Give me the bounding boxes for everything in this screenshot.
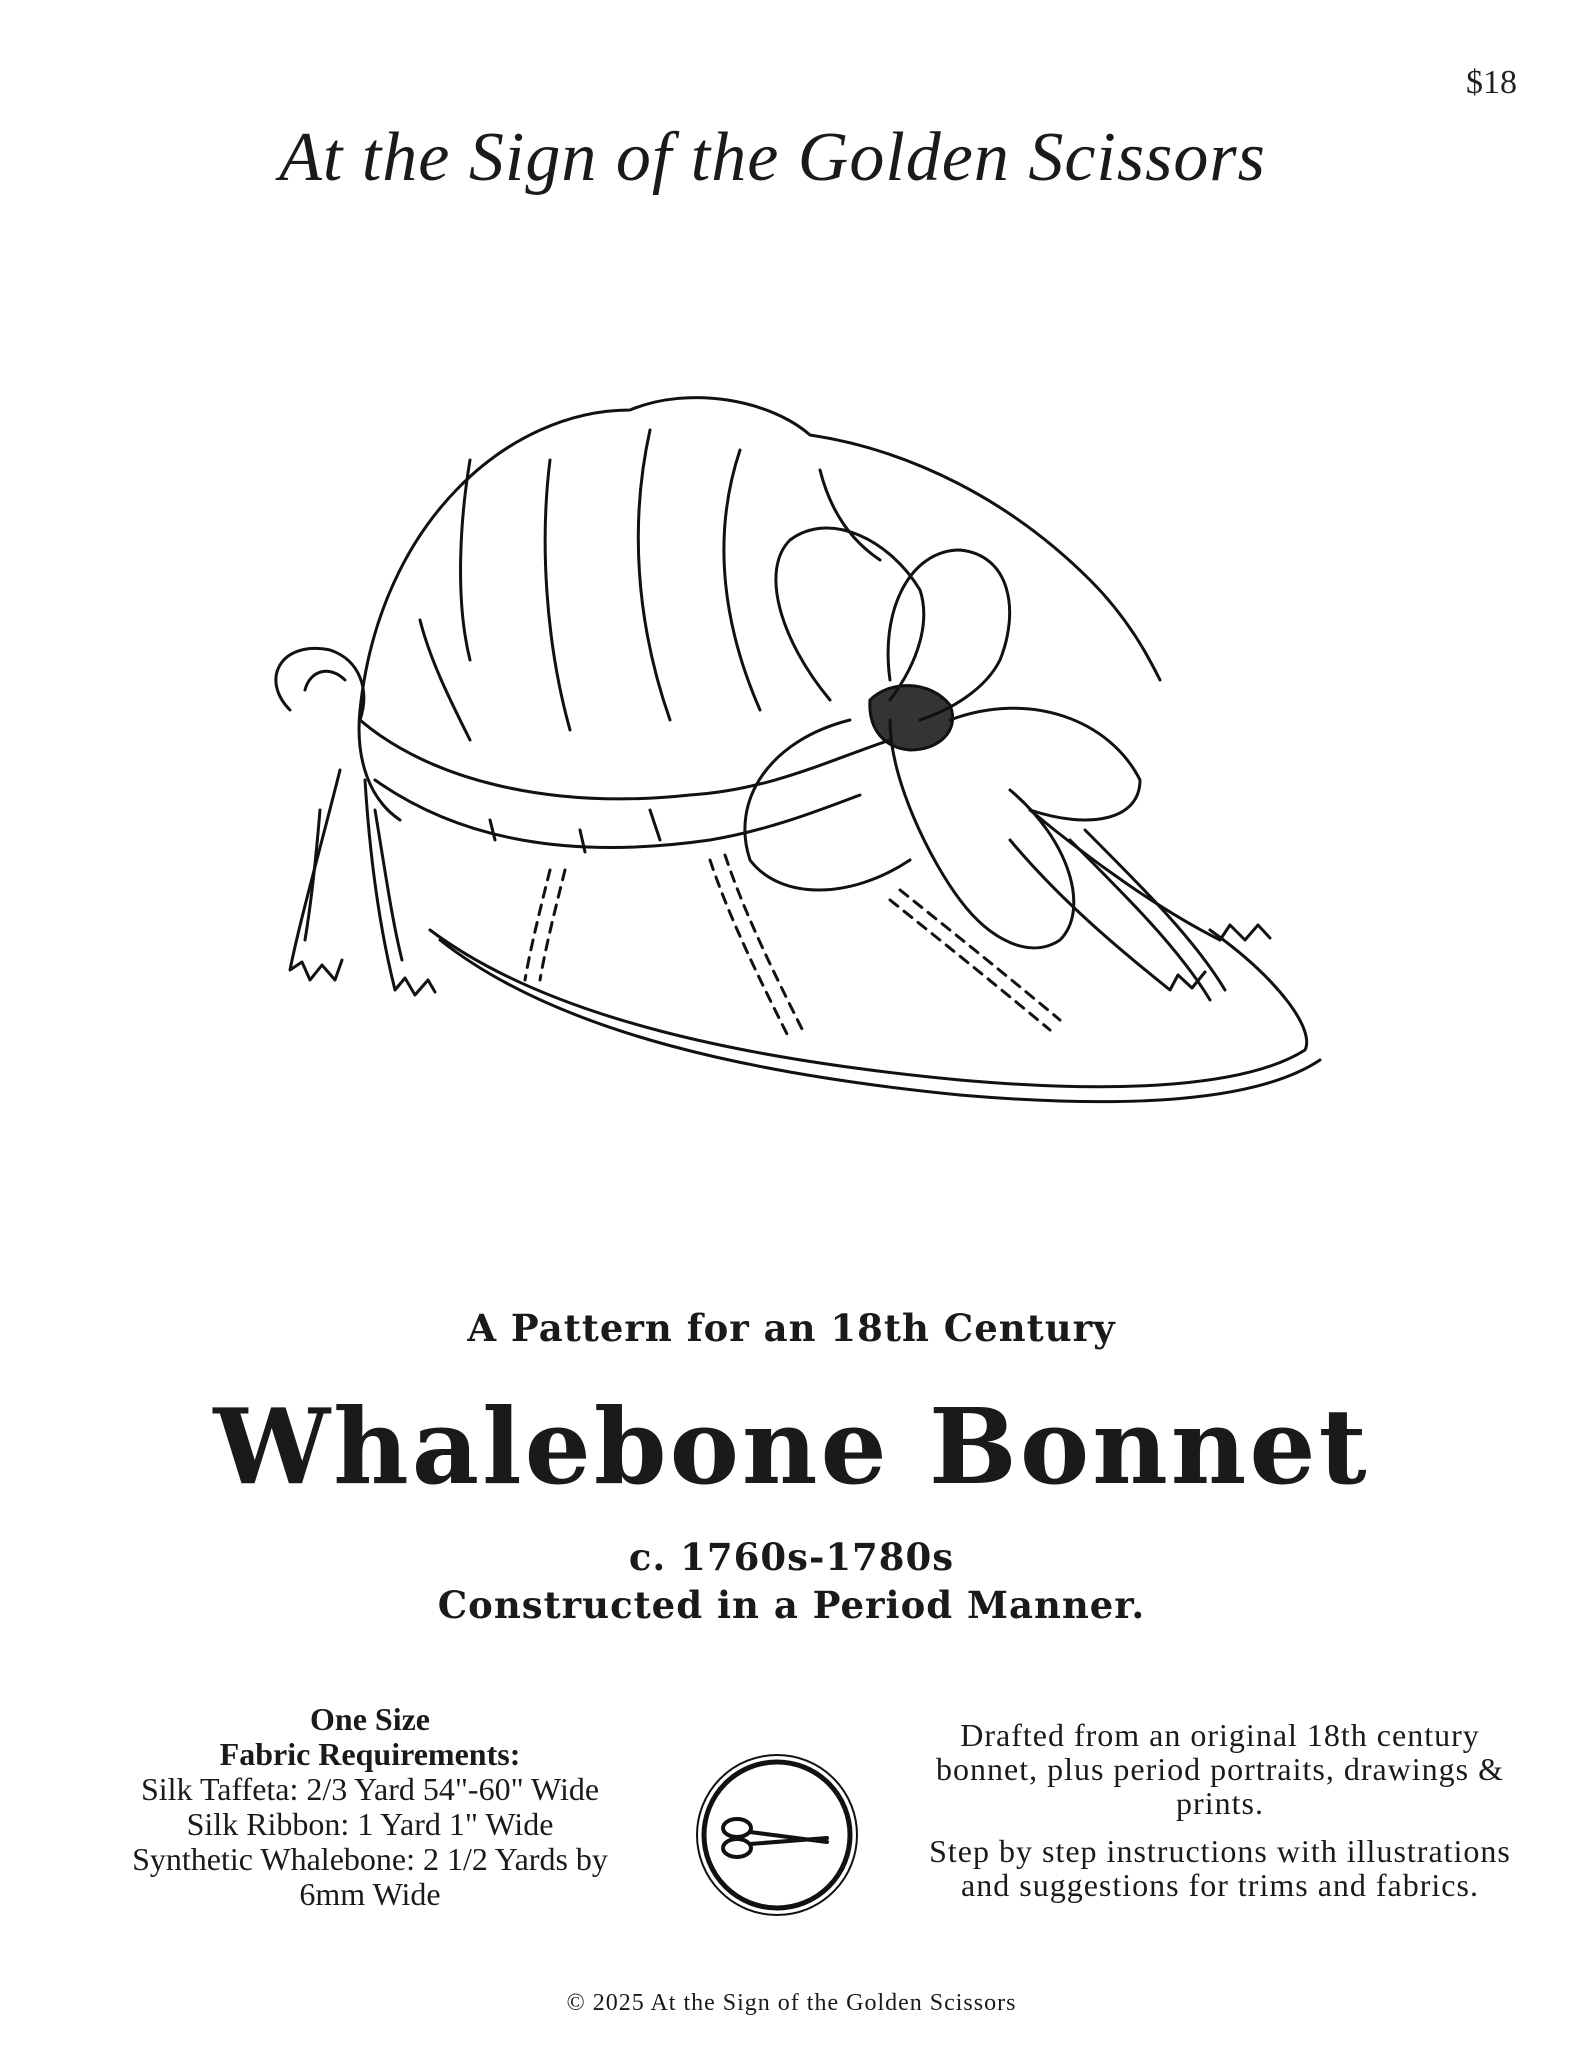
pattern-title: Whalebone Bonnet: [213, 1385, 1370, 1508]
size-label: One Size: [310, 1701, 430, 1737]
pattern-subtitle: A Pattern for an 18th Century: [467, 1306, 1116, 1350]
construction-note: Constructed in a Period Manner.: [437, 1583, 1146, 1627]
scissors-icon: [692, 1750, 862, 1920]
copyright-footer: © 2025 At the Sign of the Golden Scissors: [566, 1990, 1017, 2016]
date-range: c. 1760s-1780s: [628, 1535, 955, 1579]
fabric-item: Silk Ribbon: 1 Yard 1" Wide: [186, 1806, 554, 1842]
fabric-item: Synthetic Whalebone: 2 1/2 Yards by 6mm Wide: [132, 1841, 608, 1912]
fabric-item: Silk Taffeta: 2/3 Yard 54"-60" Wide: [140, 1771, 600, 1807]
price-label: $18: [1466, 64, 1517, 101]
description-paragraph: Step by step instructions with illustrations and suggestions for trims and fabrics.: [929, 1833, 1511, 1903]
dates-block: [0, 1533, 1583, 1629]
bonnet-illustration: [130, 340, 1450, 1180]
description-paragraph: Drafted from an original 18th century bonnet, plus period portraits, drawings & prints.: [935, 1717, 1505, 1821]
fabric-heading: Fabric Requirements:: [219, 1736, 521, 1772]
description: [915, 1718, 1525, 1916]
fabric-requirements: [60, 1702, 680, 1912]
company-name: At the Sign of the Golden Scissors: [279, 119, 1266, 196]
